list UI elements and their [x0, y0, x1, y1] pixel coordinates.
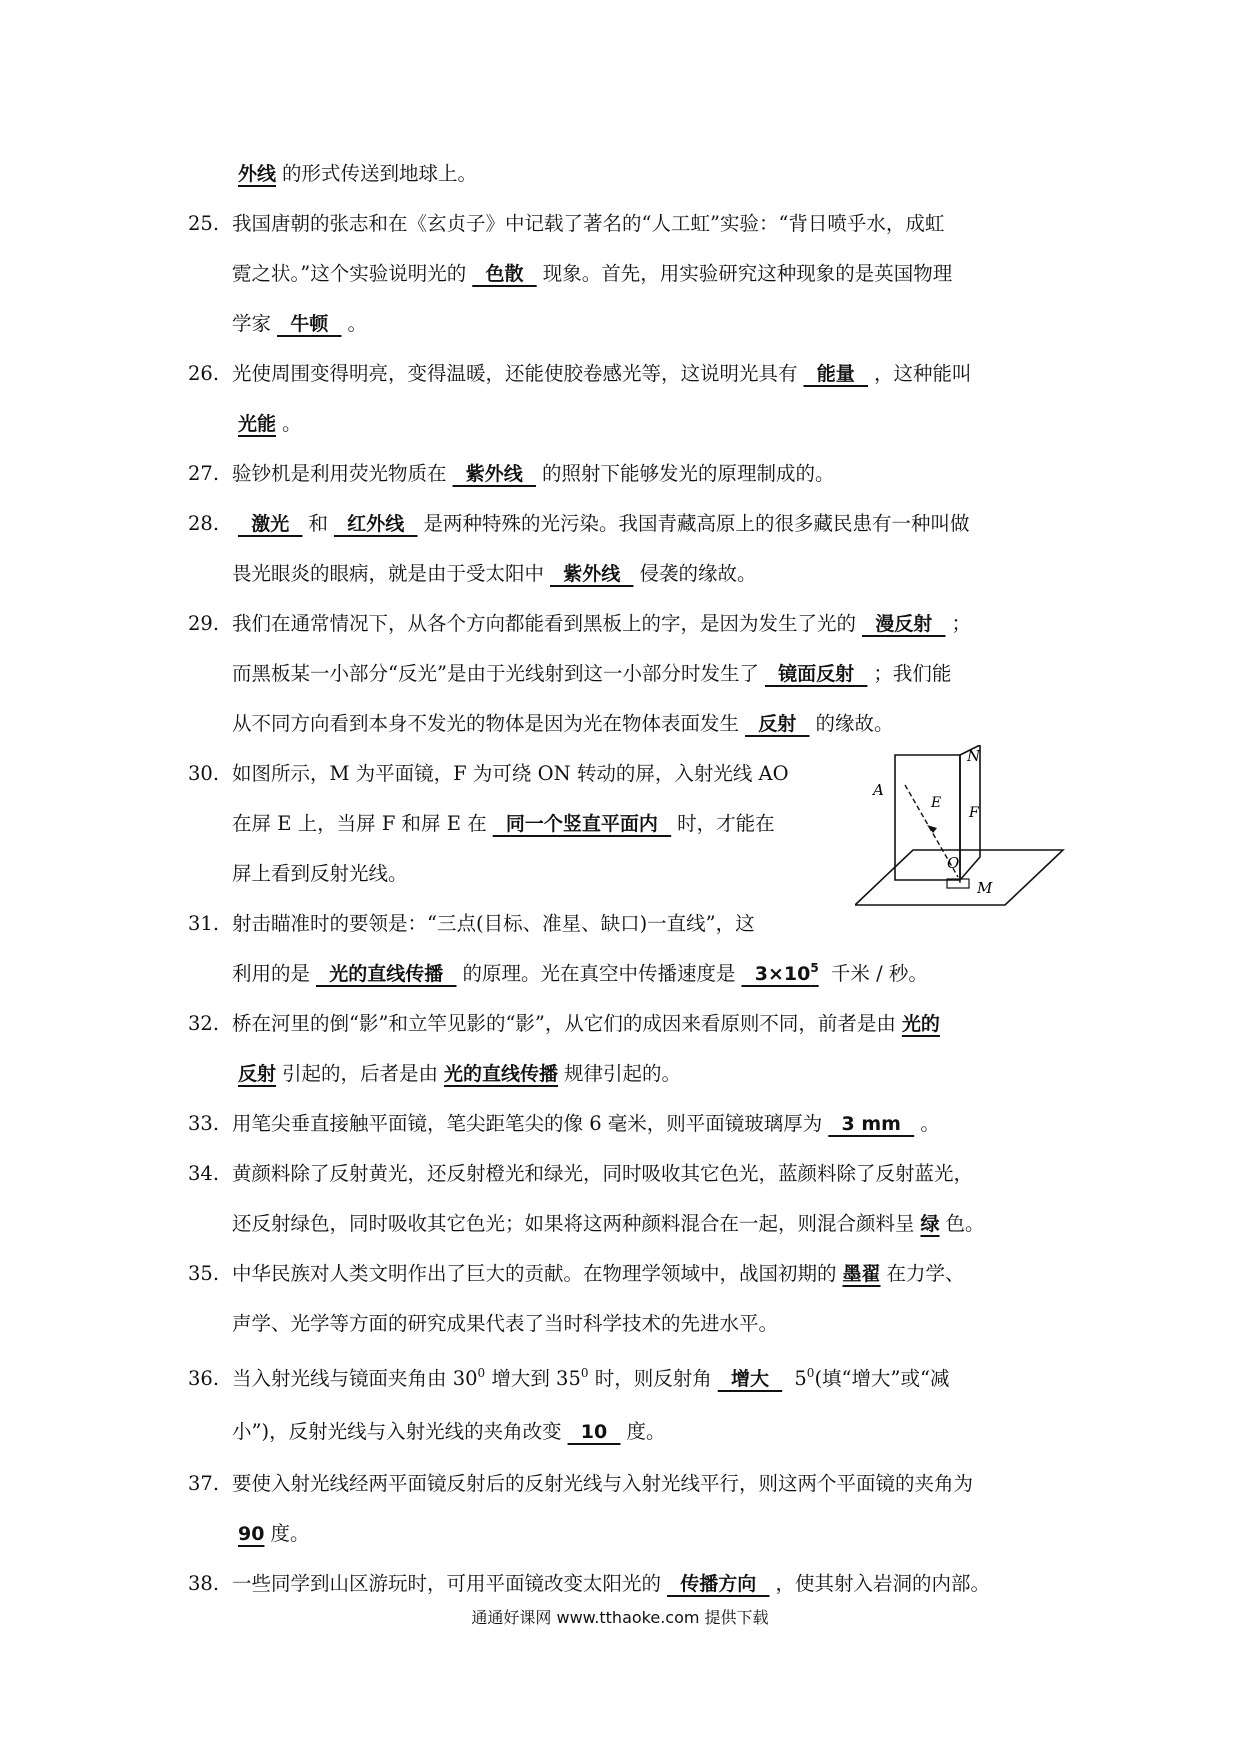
text-run: ，使其射入岩洞的内部。 — [775, 1572, 990, 1595]
question-text — [232, 1162, 973, 1185]
text-run: 千米 / 秒。 — [824, 962, 928, 985]
question-number: 26. — [188, 362, 220, 385]
text-line — [232, 160, 477, 188]
question-text — [814, 1367, 949, 1390]
question-text — [232, 812, 487, 835]
answer-text: 10 — [567, 1421, 621, 1443]
question-text — [920, 1112, 940, 1135]
question-text — [232, 212, 944, 235]
text-line — [188, 510, 969, 538]
question-text — [677, 812, 775, 835]
question-text — [232, 612, 856, 635]
question-text — [308, 512, 328, 535]
question-text — [887, 1262, 965, 1285]
text-line — [188, 1470, 973, 1498]
answer-text: 3 mm — [828, 1113, 915, 1135]
question-text — [232, 262, 466, 285]
question-number: 31. — [188, 912, 220, 935]
text-line — [232, 1418, 666, 1446]
question-text — [270, 1522, 309, 1545]
text-run: ，这种能叫 — [873, 362, 972, 385]
text-run: 畏光眼炎的眼病，就是由于受太阳中 — [232, 562, 545, 585]
text-run: 时，才能在 — [677, 812, 775, 835]
text-run: 一些同学到山区游玩时，可用平面镜改变太阳光的 — [232, 1572, 662, 1595]
text-run: 从不同方向看到本身不发光的物体是因为光在物体表面发生 — [232, 712, 740, 735]
answer-text: 镜面反射 — [764, 663, 868, 685]
answer-text: 激光 — [238, 513, 303, 535]
text-line — [232, 1060, 681, 1088]
text-run: 和 — [308, 512, 328, 535]
question-text — [543, 262, 953, 285]
mirror-screen-diagram — [855, 745, 1065, 915]
answer-blank — [562, 1418, 627, 1446]
line-body — [232, 462, 835, 485]
answer-blank — [822, 1110, 920, 1138]
text-run: ； — [951, 612, 971, 635]
answer-text: 墨翟 — [842, 1263, 881, 1285]
text-run: 在屏 E 上，当屏 F 和屏 E 在 — [232, 812, 487, 835]
question-text — [232, 1572, 661, 1595]
text-run: 度。 — [626, 1420, 666, 1443]
text-run: 的形式传送到地球上。 — [282, 162, 478, 185]
answer-blank — [310, 960, 462, 988]
text-run: 。 — [920, 1112, 940, 1135]
superscript: 5 — [810, 961, 819, 975]
text-run: 利用的是 — [232, 962, 311, 985]
question-number: 28. — [188, 512, 220, 535]
label-m: M — [977, 879, 993, 897]
answer-blank — [232, 510, 308, 538]
text-line — [232, 260, 952, 288]
answer-blank — [739, 710, 815, 738]
answer-blank — [856, 610, 951, 638]
question-text — [564, 1062, 681, 1085]
answer-text: 紫外线 — [550, 563, 634, 585]
answer-text: 同一个竖直平面内 — [492, 813, 672, 835]
question-text — [946, 1212, 985, 1235]
question-number: 36. — [188, 1367, 220, 1390]
answer-text: 反射 — [238, 1063, 277, 1085]
text-line — [232, 560, 757, 588]
answer-text: 增大 — [717, 1368, 783, 1390]
text-line — [188, 1110, 940, 1138]
answer-blank — [232, 410, 282, 438]
question-text — [873, 662, 951, 685]
question-text — [639, 562, 756, 585]
text-run: 的照射下能够发光的原理制成的。 — [541, 462, 835, 485]
question-number: 30. — [188, 762, 220, 785]
text-run: 增大到 35 — [485, 1367, 581, 1390]
answer-blank — [232, 160, 282, 188]
text-run: 当入射光线与镜面夹角由 30 — [232, 1367, 478, 1390]
question-text — [232, 662, 759, 685]
question-text — [232, 712, 739, 735]
text-run: 射击瞄准时的要领是：“三点(目标、准星、缺口)一直线”，这 — [232, 912, 755, 935]
text-line — [232, 410, 302, 438]
question-text — [589, 1367, 712, 1390]
answer-blank — [544, 560, 639, 588]
text-run: 引起的，后者是由 — [282, 1062, 439, 1085]
ray-arrow — [927, 825, 937, 833]
text-run: 霓之状。”这个实验说明光的 — [232, 262, 467, 285]
text-run: 声学、光学等方面的研究成果代表了当时科学技术的先进水平。 — [232, 1312, 779, 1335]
answer-text: 3×10 — [741, 963, 811, 985]
answer-text: 光的直线传播 — [316, 963, 457, 985]
text-run: 的原理。光在真空中传播速度是 — [462, 962, 736, 985]
text-run: 规律引起的。 — [564, 1062, 682, 1085]
text-line — [188, 1010, 946, 1038]
answer-text: 紫外线 — [452, 463, 536, 485]
question-text — [232, 1472, 973, 1495]
text-run: 桥在河里的倒“影”和立竿见影的“影”，从它们的成因来看原则不同，前者是由 — [232, 1012, 896, 1035]
question-text — [815, 712, 893, 735]
question-number: 37. — [188, 1472, 220, 1495]
answer-blank — [896, 1010, 946, 1038]
answer-text: 牛顿 — [277, 313, 342, 335]
question-number: 32. — [188, 1012, 220, 1035]
question-text — [282, 412, 302, 435]
question-text — [423, 512, 969, 535]
question-text — [347, 312, 367, 335]
question-number: 34. — [188, 1162, 220, 1185]
text-run: 在力学、 — [886, 1262, 965, 1285]
text-line — [188, 1260, 965, 1288]
line-body — [232, 1012, 946, 1035]
line-body — [232, 1572, 990, 1595]
text-run: (填“增大”或“减 — [814, 1367, 950, 1390]
line-body — [232, 1472, 973, 1495]
answer-blank — [712, 1365, 788, 1393]
text-line — [232, 710, 894, 738]
text-run: ；我们能 — [873, 662, 952, 685]
text-line — [188, 460, 835, 488]
text-run: 侵袭的缘故。 — [639, 562, 757, 585]
answer-text: 光的 — [901, 1013, 940, 1035]
question-text — [626, 1420, 665, 1443]
text-run: 。 — [347, 312, 367, 335]
question-text — [282, 162, 477, 185]
text-run: 时，则反射角 — [588, 1367, 712, 1390]
answer-blank — [232, 1520, 270, 1548]
answer-blank — [487, 810, 677, 838]
question-number: 27. — [188, 462, 220, 485]
question-text — [232, 912, 755, 935]
text-line — [232, 310, 367, 338]
text-run: 是两种特殊的光污染。我国青藏高原上的很多藏民患有一种叫做 — [423, 512, 970, 535]
question-number: 33. — [188, 1112, 220, 1135]
label-e: E — [931, 795, 942, 811]
text-run: 用笔尖垂直接触平面镜，笔尖距笔尖的像 6 毫米，则平面镜玻璃厚为 — [232, 1112, 823, 1135]
text-run: 要使入射光线经两平面镜反射后的反射光线与入射光线平行，则这两个平面镜的夹角为 — [232, 1472, 974, 1495]
text-run: 小”)，反射光线与入射光线的夹角改变 — [232, 1420, 562, 1443]
question-number: 38. — [188, 1572, 220, 1595]
text-line — [188, 910, 755, 938]
text-line — [188, 1365, 949, 1393]
answer-text: 色散 — [472, 263, 537, 285]
answer-text: 红外线 — [333, 513, 418, 535]
text-line — [188, 1160, 973, 1188]
question-text — [775, 1572, 990, 1595]
line-body — [232, 512, 969, 535]
question-text — [485, 1367, 588, 1390]
label-a: A — [873, 781, 884, 799]
answer-blank — [232, 1060, 282, 1088]
text-line — [232, 1520, 309, 1548]
question-text — [232, 1262, 837, 1285]
question-text — [232, 762, 789, 785]
text-line — [188, 610, 971, 638]
line-body — [232, 212, 944, 235]
question-text — [232, 1112, 822, 1135]
text-run: 我国唐朝的张志和在《玄贞子》中记载了著名的“人工虹”实验：“背日喷乎水，成虹 — [232, 212, 945, 235]
text-run: 学家 — [232, 312, 272, 335]
line-body — [232, 1262, 965, 1285]
text-run: 屏上看到反射光线。 — [232, 862, 408, 885]
text-run: 黄颜料除了反射黄光，还反射橙光和绿光，同时吸收其它色光，蓝颜料除了反射蓝光， — [232, 1162, 974, 1185]
line-body — [232, 362, 972, 385]
answer-blank — [328, 510, 423, 538]
text-line — [188, 760, 789, 788]
text-run: 。 — [282, 412, 302, 435]
text-run: 而黑板某一小部分“反光”是由于光线射到这一小部分时发生了 — [232, 662, 759, 685]
question-text — [462, 962, 735, 985]
text-run: 我们在通常情况下，从各个方向都能看到黑板上的字，是因为发生了光的 — [232, 612, 857, 635]
text-line — [232, 1310, 778, 1338]
answer-text: 绿 — [920, 1213, 940, 1235]
question-text — [874, 362, 972, 385]
answer-blank — [466, 260, 542, 288]
answer-blank — [661, 1570, 775, 1598]
text-run: 还反射绿色，同时吸收其它色光；如果将这两种颜料混合在一起，则混合颜料呈 — [232, 1212, 915, 1235]
text-line — [232, 860, 408, 888]
superscript: 0 — [806, 1366, 815, 1380]
text-run: 验钞机是利用荧光物质在 — [232, 462, 447, 485]
text-run: 的缘故。 — [815, 712, 894, 735]
answer-blank — [915, 1210, 946, 1238]
line-body — [232, 762, 789, 785]
question-text — [232, 1012, 896, 1035]
text-run: 如图所示，M 为平面镜，F 为可绕 ON 转动的屏，入射光线 AO — [232, 762, 789, 785]
text-run: 中华民族对人类文明作出了巨大的贡献。在物理学领域中，战国初期的 — [232, 1262, 837, 1285]
answer-blank — [798, 360, 874, 388]
text-run: 度。 — [270, 1522, 310, 1545]
question-text — [232, 1212, 915, 1235]
question-text — [232, 962, 310, 985]
text-run: 5 — [788, 1367, 807, 1390]
answer-text: 光能 — [238, 413, 277, 435]
question-text — [232, 1312, 778, 1335]
text-run: 色。 — [945, 1212, 985, 1235]
question-text — [282, 1062, 438, 1085]
answer-blank — [759, 660, 873, 688]
answer-text: 90 — [238, 1523, 265, 1545]
line-body — [232, 1112, 940, 1135]
question-text — [232, 1367, 485, 1390]
text-line — [188, 360, 972, 388]
line-body — [232, 1367, 949, 1390]
answer-blank — [837, 1260, 887, 1288]
superscript: 0 — [477, 1366, 486, 1380]
text-run: 光使周围变得明亮，变得温暖，还能使胶卷感光等，这说明光具有 — [232, 362, 798, 385]
answer-text: 漫反射 — [862, 613, 946, 635]
question-text — [951, 612, 971, 635]
answer-blank — [736, 960, 825, 988]
text-line — [188, 210, 944, 238]
label-o: O — [947, 854, 960, 872]
answer-blank — [438, 1060, 564, 1088]
question-text — [788, 1367, 814, 1390]
question-text — [825, 962, 928, 985]
question-number: 29. — [188, 612, 220, 635]
answer-text: 光的直线传播 — [444, 1063, 559, 1085]
line-body — [232, 612, 971, 635]
question-number: 25. — [188, 212, 220, 235]
text-line — [232, 660, 951, 688]
question-text — [232, 562, 544, 585]
text-run: 现象。首先，用实验研究这种现象的是英国物理 — [542, 262, 953, 285]
answer-text: 传播方向 — [667, 1573, 770, 1595]
label-n: N — [967, 747, 981, 765]
superscript: 0 — [580, 1366, 589, 1380]
text-line — [232, 960, 928, 988]
question-text — [542, 462, 835, 485]
answer-text: 外线 — [238, 163, 277, 185]
question-text — [232, 1420, 562, 1443]
line-body — [232, 912, 755, 935]
answer-text: 能量 — [803, 363, 868, 385]
question-text — [232, 362, 798, 385]
line-body — [232, 1162, 973, 1185]
label-f: F — [969, 805, 979, 821]
question-text — [232, 312, 271, 335]
question-text — [232, 862, 408, 885]
text-line — [232, 1210, 985, 1238]
text-line — [188, 1570, 990, 1598]
answer-text: 反射 — [745, 713, 810, 735]
question-text — [232, 462, 447, 485]
text-line — [232, 810, 775, 838]
question-number: 35. — [188, 1262, 220, 1285]
answer-blank — [271, 310, 347, 338]
answer-blank — [447, 460, 542, 488]
page-footer: 通通好课网 www.tthaoke.com 提供下载 — [471, 1608, 769, 1627]
